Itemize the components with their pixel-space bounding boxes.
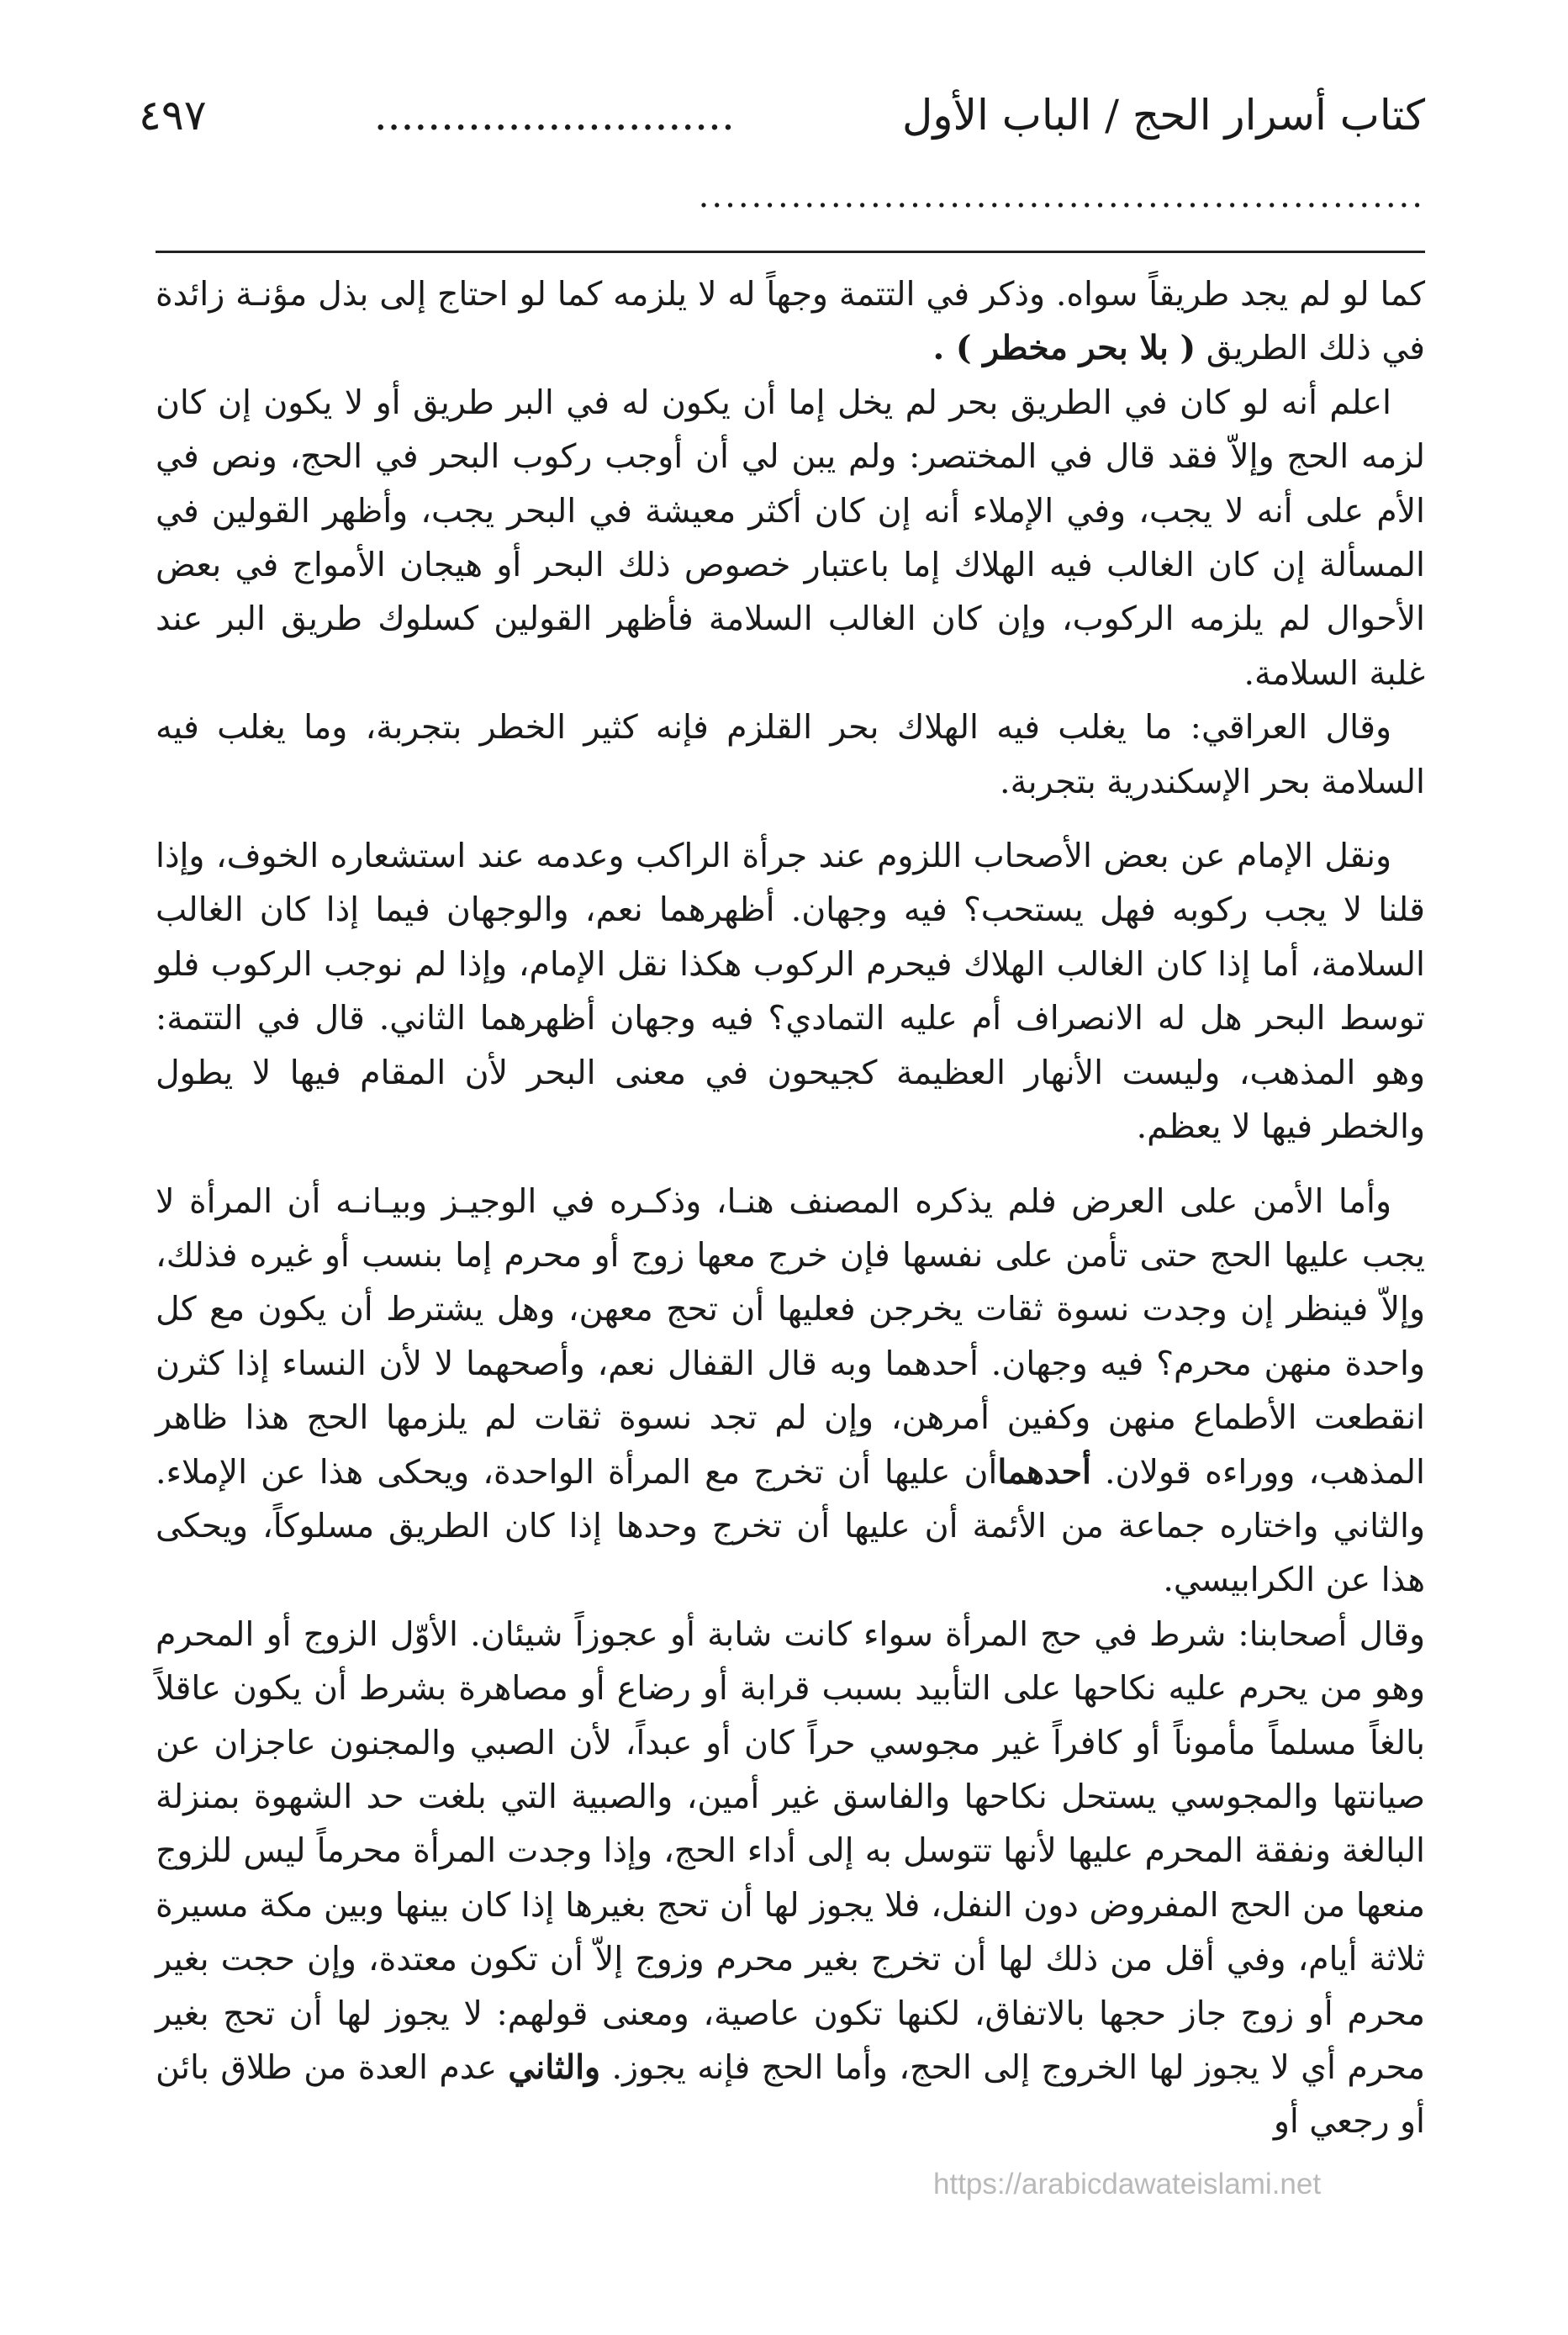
- page-header: [139, 77, 1425, 153]
- paragraph-5-tail: أن عليها أن تخرج مع المرأة الواحدة، ويحكى هذا عن الإملاء. والثاني واختاره جماعة من الأئمة أن عليها أن تخرج وحدها إذا كان الطريق مسلوكاً، ويحكى هذا عن الكرابيسي.: [156, 1452, 1426, 1600]
- header-title: كتاب أسرار الحج / الباب الأول: [902, 91, 1425, 140]
- paragraph-3: وقال العراقي: ما يغلب فيه الهلاك بحر القلزم فإنه كثير الخطر بتجربة، وما يغلب فيه السلامة بحر الإسكندرية بتجربة.: [156, 708, 1425, 801]
- paragraph-4: ونقل الإمام عن بعض الأصحاب اللزوم عند جرأة الراكب وعدمه عند استشعاره الخوف، وإذا قلنا لا يجب ركوبه فهل يستحب؟ فيه وجهان. أظهرهما نعم، والوجهان فيما إذا كان الغالب السلامة، أما إذا كان الغالب الهلاك فيحرم الركوب هكذا نقل الإمام، وإذا لم نوجب الركوب فلو توسط البحر هل له الانصراف أم عليه التمادي؟ فيه وجهان أظهرهما الثاني. قال في التتمة: وهو المذهب، وليست الأنهار العظيمة كجيحون في معنى البحر لأن المقام فيها لا يطول والخطر فيها لا يعظم.: [156, 837, 1425, 1147]
- paragraph-5: [156, 1175, 1425, 1608]
- paragraph-2: اعلم أنه لو كان في الطريق بحر لم يخل إما أن يكون له في البر طريق أو لا يكون إن كان لزمه الحج وإلاّ فقد قال في المختصر: ولم يبن لي أن أوجب ركوب البحر في الحج، ونص في الأم على أنه لا يجب، وفي الإملاء أنه إن كان أكثر معيشة في البحر يجب، وأظهر القولين في المسألة إن كان الغالب فيه الهلاك إما باعتبار خصوص ذلك البحر أو هيجان الأمواج في بعض الأحوال لم يلزمه الركوب، وإن كان الغالب السلامة فأظهر القولين كسلوك طريق البر عند غلبة السلامة.: [156, 383, 1425, 693]
- watermark-url: https://arabicdawateislami.net: [933, 2168, 1322, 2200]
- paragraph-5-text: وأما الأمن على العرض فلم يذكره المصنف هنـا، وذكـره في الوجيـز وبيـانـه أن المرأة لا يجب عليها الحج حتى تأمن على نفسها فإن خرج معها زوج أو محرم إما بنسب أو غيره فذلك، وإلاّ فينظر إن وجدت نسوة ثقات يخرجن فعليها أن تحج معهن، وهل يشترط أن يكون مع كل واحدة منهن محرم؟ فيه وجهان. أحدهما وبه قال القفال نعم، وأصحهما لا لأن النساء إذا كثرن انقطعت الأطماع منهن وكفين أمرهن، وإن لم تجد نسوة ثقات لم يلزمها الحج هذا ظاهر المذهب، ووراءه قولان.: [156, 1181, 1425, 1492]
- paragraph-6: [156, 1608, 1425, 2149]
- bold-phrase-second: والثاني: [508, 2048, 601, 2087]
- page-body: [156, 267, 1425, 2149]
- top-dotted-line: .......................................................: [698, 177, 1425, 210]
- paragraph-6-tail: عدم العدة من طلاق بائن أو رجعي أو: [156, 2048, 1425, 2142]
- header-leader-dots: ...........................: [373, 91, 735, 140]
- header-rule: [156, 251, 1425, 253]
- bold-phrase-first: أحدهما: [997, 1452, 1091, 1492]
- paragraph-6-text: وقال أصحابنا: شرط في حج المرأة سواء كانت شابة أو عجوزاً شيئان. الأوّل الزوج أو المحرم وهو من يحرم عليه نكاحها على التأبيد بسبب قرابة أو رضاع أو مصاهرة بشرط أن يكون عاقلاً بالغاً مسلماً مأموناً أو كافراً غير مجوسي حراً كان أو عبداً، لأن الصبي والمجنون عاجزان عن صيانتها والمجوسي يستحل نكاحها والفاسق غير أمين، والصبية التي بلغت حد الشهوة بمنزلة البالغة ونفقة المحرم عليها لأنها تتوسل به إلى أداء الحج، وإذا وجدت المرأة محرماً ليس للزوج منعها من الحج المفروض دون النفل، فلا يجوز لها أن تحج بغيرها إذا كان بينها وبين مكة مسيرة ثلاثة أيام، وفي أقل من ذلك لها أن تخرج بغير محرم وزوج إلاّ أن تكون معتدة، وإن حجت بغير محرم أو زوج جاز حجها بالاتفاق، لكنها تكون عاصية، ومعنى قولهم: لا يجوز لها أن تحج بغير محرم أي لا يجوز لها الخروج إلى الحج، وأما الحج فإنه يجوز.: [156, 1614, 1425, 2087]
- paragraph-1: [156, 267, 1425, 376]
- page-number: ٤٩٧: [139, 91, 207, 140]
- paragraph-1-text: كما لو لم يجد طريقاً سواه. وذكر في التتمة وجهاً له لا يلزمه كما لو احتاج إلى بذل مؤنـة زائدة في ذلك الطريق: [156, 275, 1425, 368]
- bold-phrase-sea: ( بلا بحر مخطر ) .: [932, 329, 1196, 368]
